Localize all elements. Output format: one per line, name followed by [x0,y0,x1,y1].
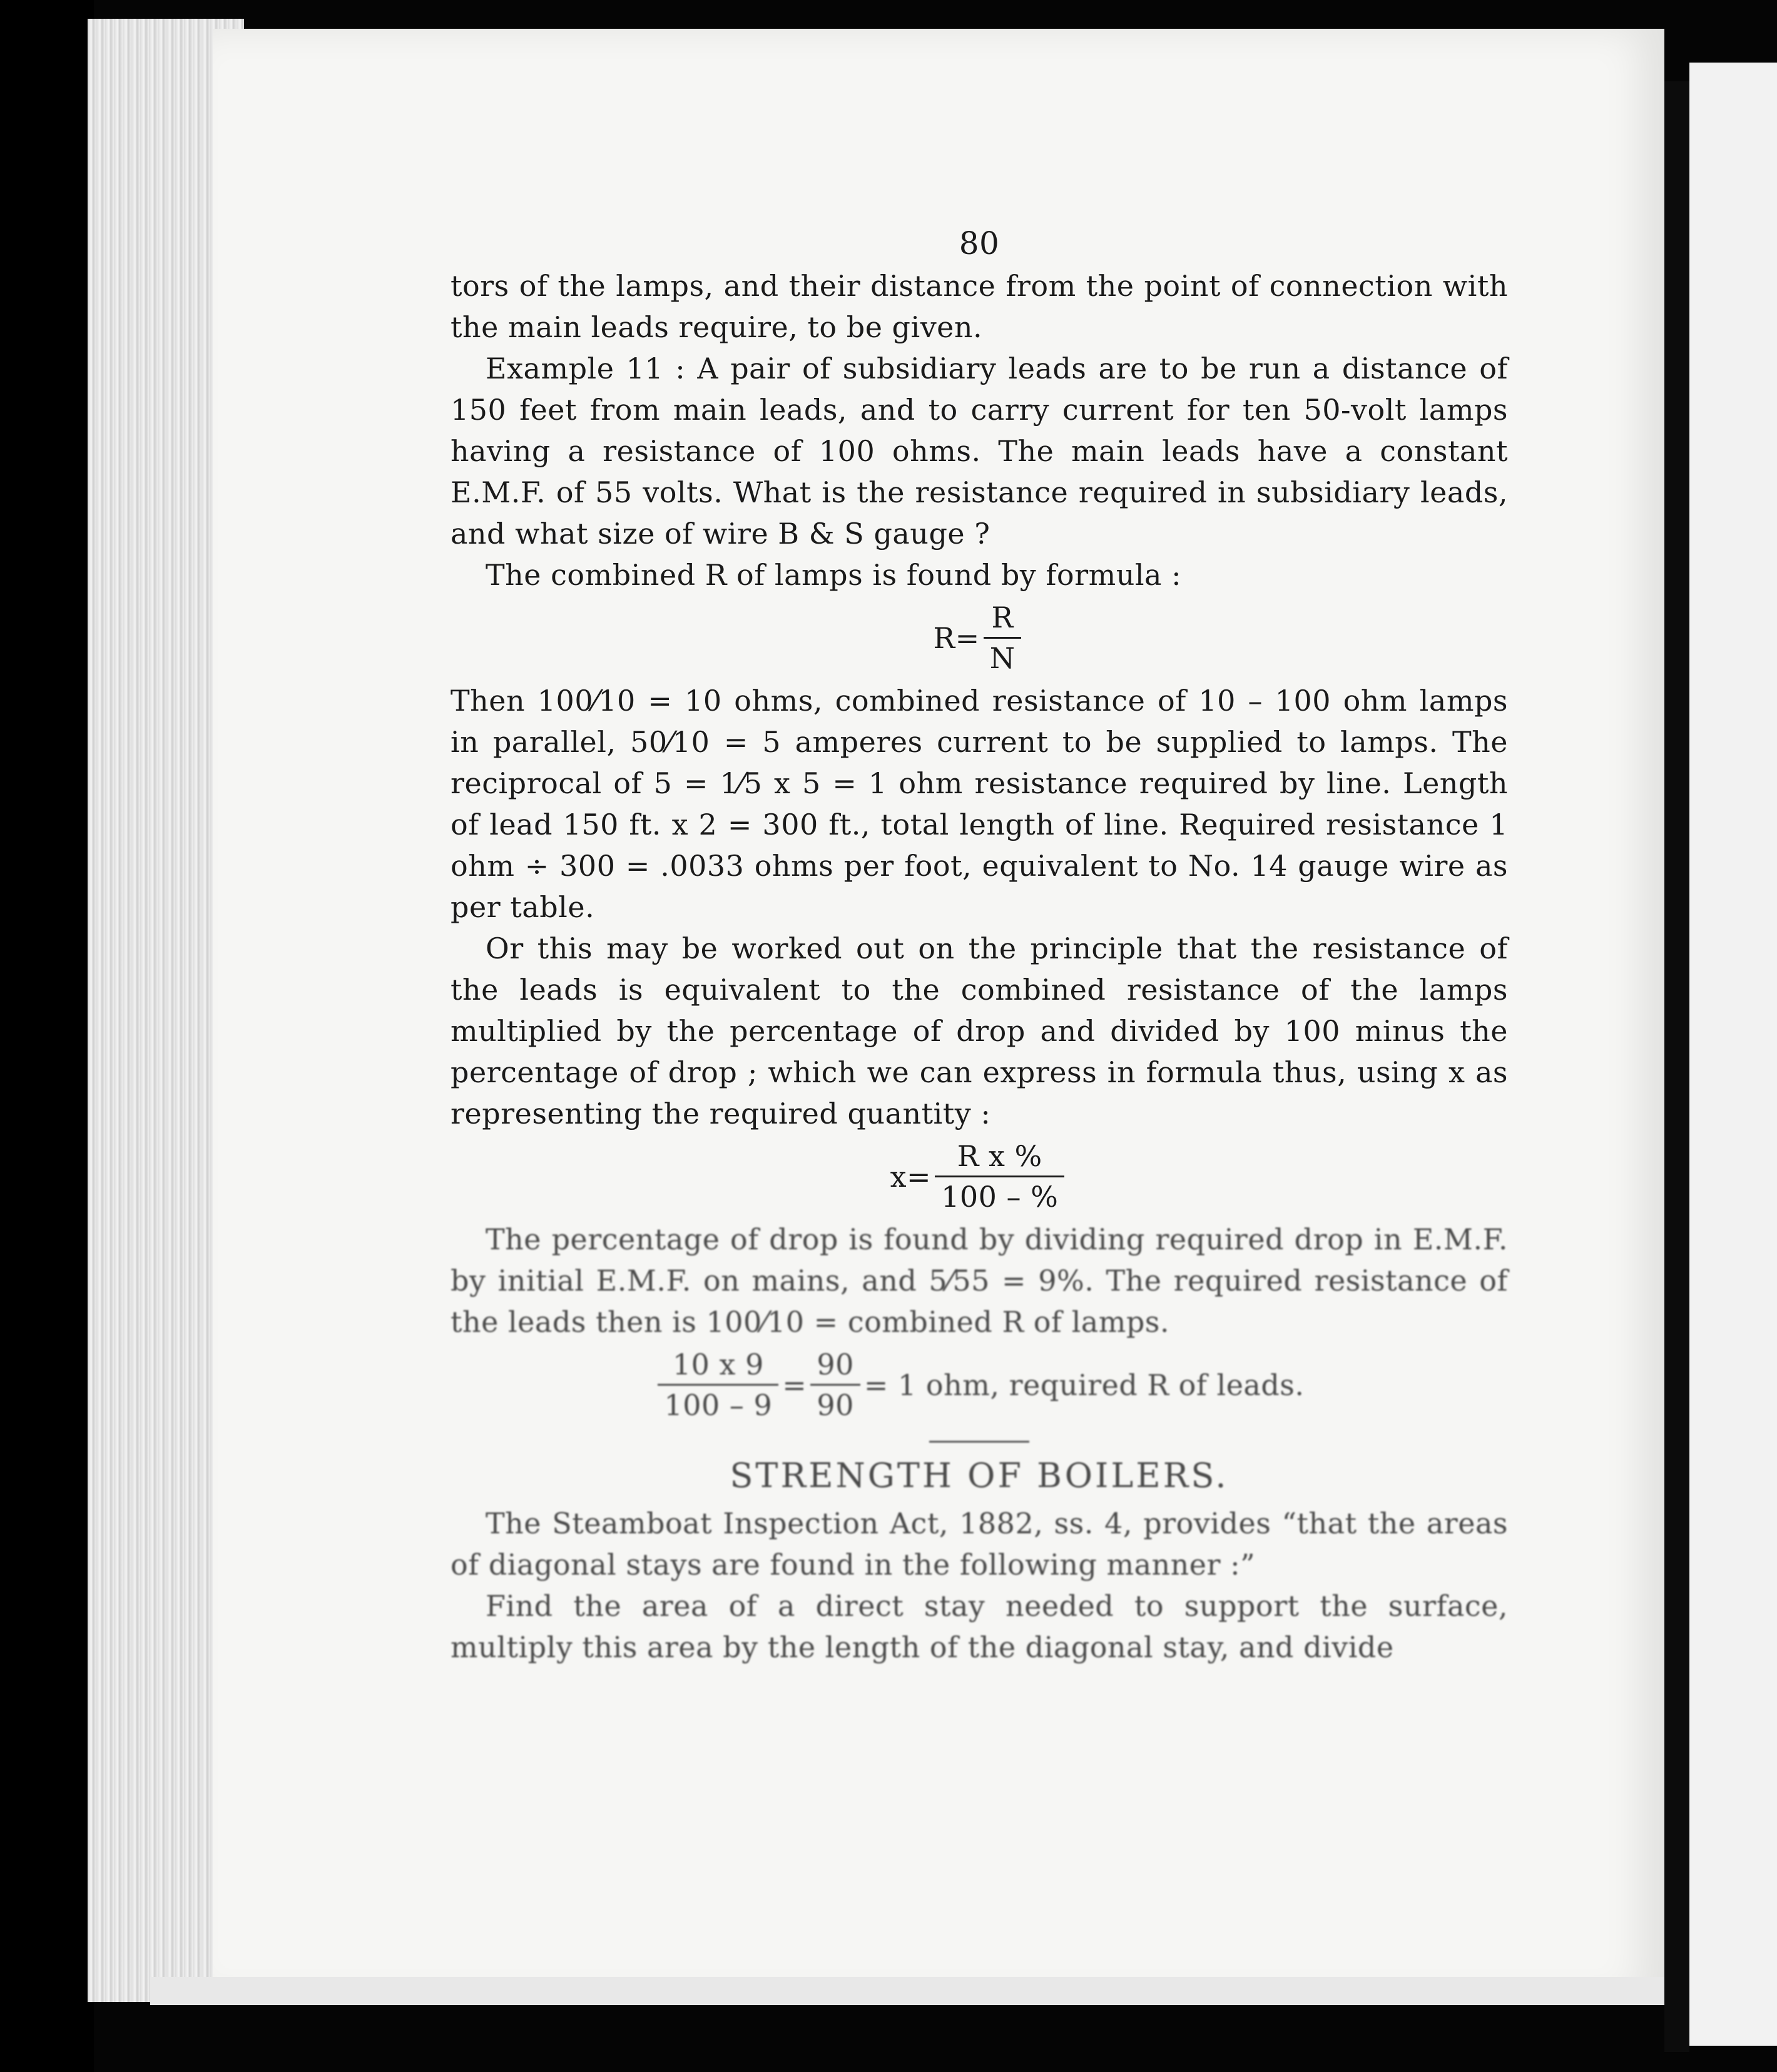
formula-r-equals-r-over-n [451,598,1508,678]
section-heading: STRENGTH OF BOILERS. [730,1456,1229,1495]
principle-paragraph: Or this may be worked out on the principle that the resistance of the leads is equivalent to the combined resistance of the lamps multiplied by the percentage of drop and divided by 100 minus the percentage of drop ; which we can express in formula thus, using x as representing the required quantity : [451,932,1508,1130]
formula-leads-resistance [451,1345,1508,1424]
page-bottom-edge [150,1977,1664,2005]
formula3-fraction-a [658,1345,778,1424]
page-text [451,223,1508,1668]
example-paragraph: Example 11 : A pair of subsidiary leads are to be run a distance of 150 feet from main leads, and to carry current for ten 50-volt lamps having a resistance of 100 ohms. The main leads have a constant E.M.F. of 55 volts. What is the resistance required in subsidiary leads, and what size of wire B & S gauge ? [451,352,1508,551]
combined-paragraph: The combined R of lamps is found by formula : [486,558,1182,592]
formula-x [451,1137,1508,1216]
page-number: 80 [959,225,1000,262]
book-spine-left [0,0,94,2072]
facing-page-edge [1689,63,1777,2046]
formula1-denominator: N [984,637,1022,678]
then-paragraph: Then 100⁄10 = 10 ohms, combined resistance of 10 – 100 ohm lamps in parallel, 50⁄10 = 5 amperes current to be supplied to lamps. The reciprocal of 5 = 1⁄5 x 5 = 1 ohm resistance required by line. Length of lead 150 ft. x 2 = 300 ft., total length of line. Required resistance 1 ohm ÷ 300 = .0033 ohms per foot, equivalent to No. 14 gauge wire as per table. [451,684,1508,924]
formula3-numerator-b: 90 [817,1348,854,1381]
intro-paragraph: tors of the lamps, and their distance from the point of connection with the main leads require, to be given. [451,269,1508,344]
formula1-fraction [984,598,1022,678]
formula2-lhs: x= [890,1159,932,1194]
percentage-paragraph: The percentage of drop is found by dividing required drop in E.M.F. by initial E.M.F. on mains, and 5⁄55 = 9%. The required resistance of the leads then is 100⁄10 = combined R of lamps. [451,1222,1508,1339]
section-divider [929,1441,1029,1443]
formula3-equals: = [782,1368,807,1402]
formula2-fraction [935,1137,1064,1216]
boilers-paragraph-1: The Steamboat Inspection Act, 1882, ss. 4, provides “that the areas of diagonal stays are found in the following manner :” [451,1506,1508,1582]
formula2-denominator: 100 – % [935,1176,1064,1216]
formula1-numerator: R [991,601,1014,634]
book-gutter-right [1664,81,1689,2052]
formula3-denominator-a: 100 – 9 [658,1384,778,1424]
formula1-lhs: R= [933,621,980,655]
formula3-denominator-b: 90 [810,1384,860,1424]
boilers-paragraph-2: Find the area of a direct stay needed to support the surface, multiply this area by the length of the diagonal stay, and divide [451,1589,1508,1664]
formula2-numerator: R x % [957,1139,1042,1173]
formula3-numerator-a: 10 x 9 [672,1348,764,1381]
formula3-result: = 1 ohm, required R of leads. [863,1368,1305,1402]
formula3-fraction-b [810,1345,860,1424]
